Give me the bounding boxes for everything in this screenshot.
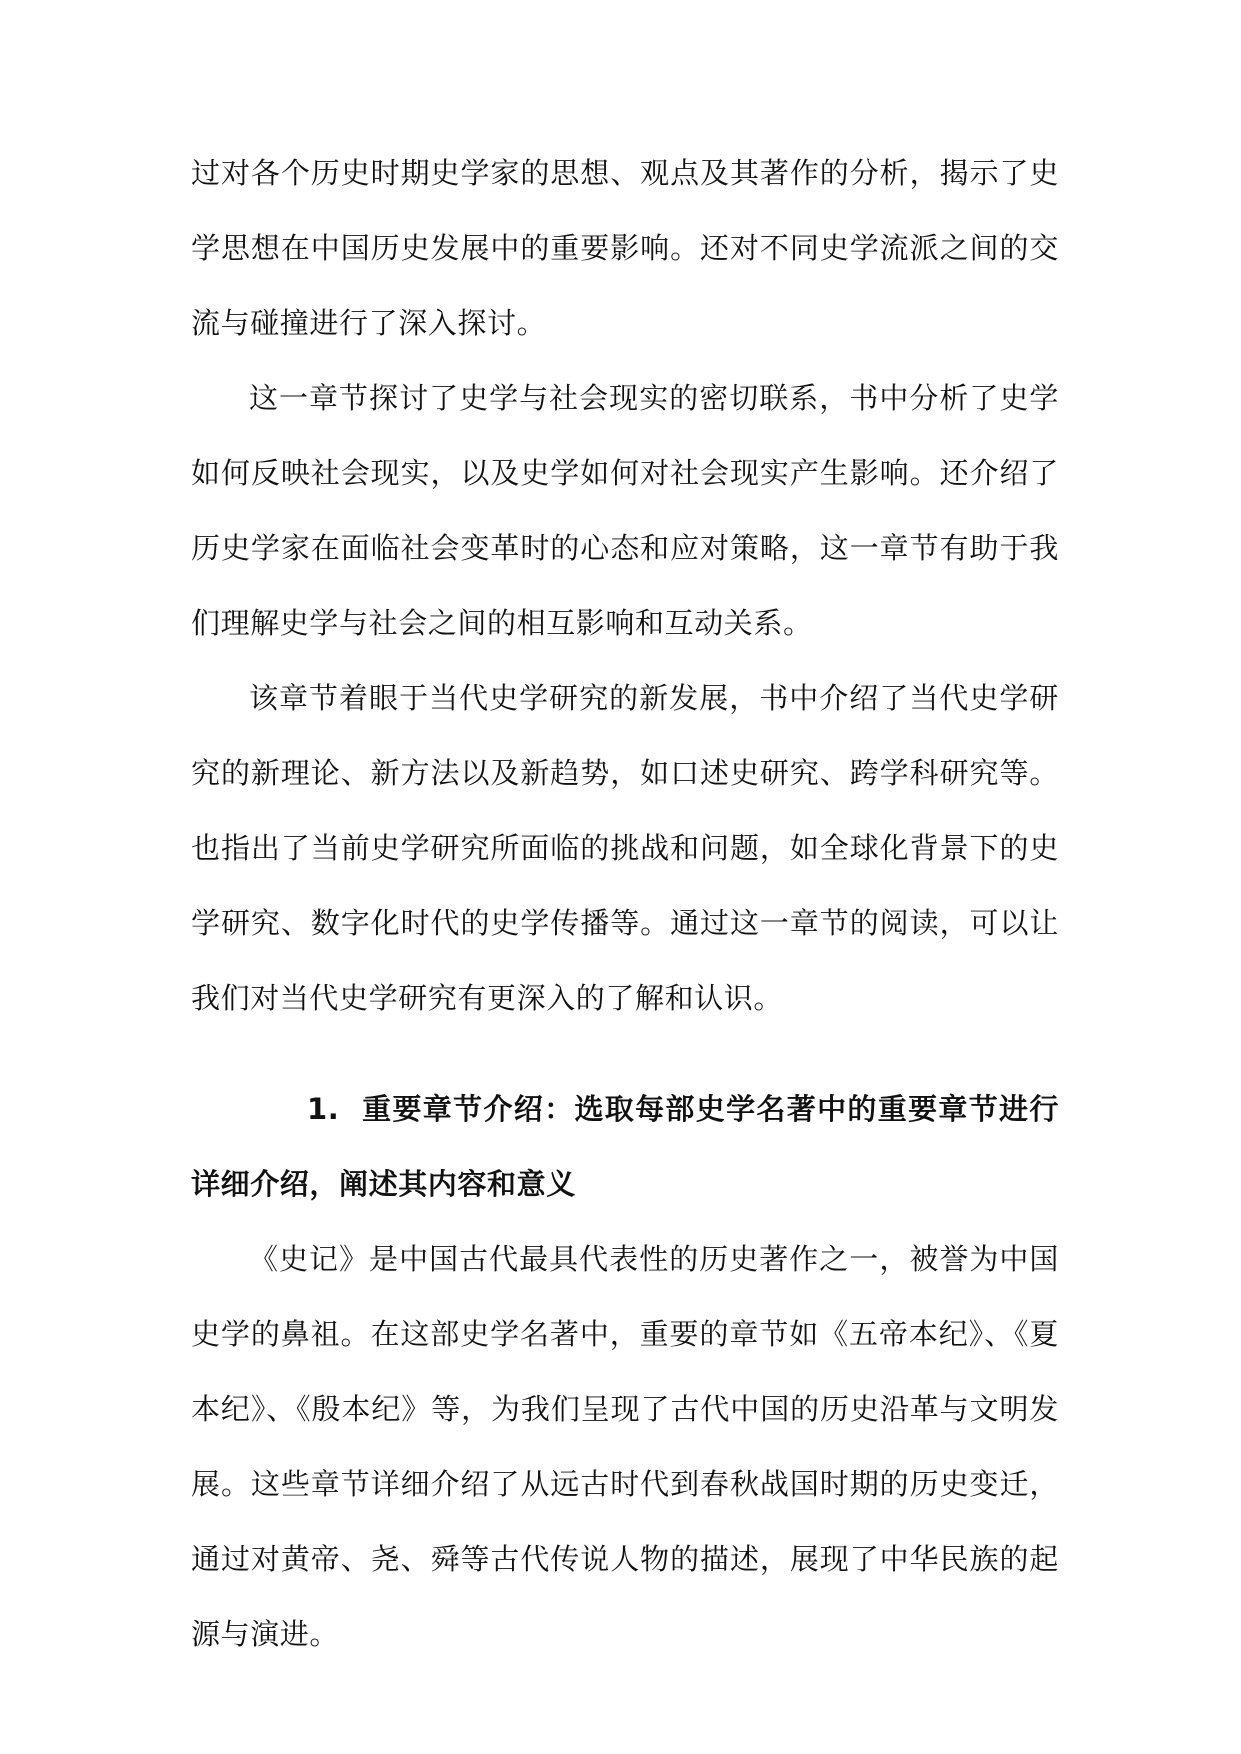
paragraph-society: 这一章节探讨了史学与社会现实的密切联系，书中分析了史学如何反映社会现实，以及史学如何对社会现实产生影响。还介绍了历史学家在面临社会变革时的心态和应对策略，这一章节有助于我们理解史学与社会之间的相互影响和互动关系。: [191, 381, 1059, 640]
page-content: [191, 136, 1059, 1672]
paragraph-contemporary: 该章节着眼于当代史学研究的新发展，书中介绍了当代史学研究的新理论、新方法以及新趋势，如口述史研究、跨学科研究等。也指出了当前史学研究所面临的挑战和问题，如全球化背景下的史学研究、数字化时代的史学传播等。通过这一章节的阅读，可以让我们对当代史学研究有更深入的了解和认识。: [191, 681, 1059, 1015]
section-heading: [191, 1072, 1059, 1222]
heading-text: 重要章节介绍：选取每部史学名著中的重要章节进行详细介绍，阐述其内容和意义: [191, 1092, 1059, 1201]
paragraph-shiji: 《史记》是中国古代最具代表性的历史著作之一，被誉为中国史学的鼻祖。在这部史学名著中，重要的章节如《五帝本纪》、《夏本纪》、《殷本纪》等，为我们呈现了古代中国的历史沿革与文明发展。这些章节详细介绍了从远古时代到春秋战国时期的历史变迁，通过对黄帝、尧、舜等古代传说人物的描述，展现了中华民族的起源与演进。: [191, 1242, 1059, 1651]
paragraph-continuation: 过对各个历史时期史学家的思想、观点及其著作的分析，揭示了史学思想在中国历史发展中的重要影响。还对不同史学流派之间的交流与碰撞进行了深入探讨。: [191, 156, 1059, 340]
heading-number: 1.: [307, 1092, 340, 1126]
